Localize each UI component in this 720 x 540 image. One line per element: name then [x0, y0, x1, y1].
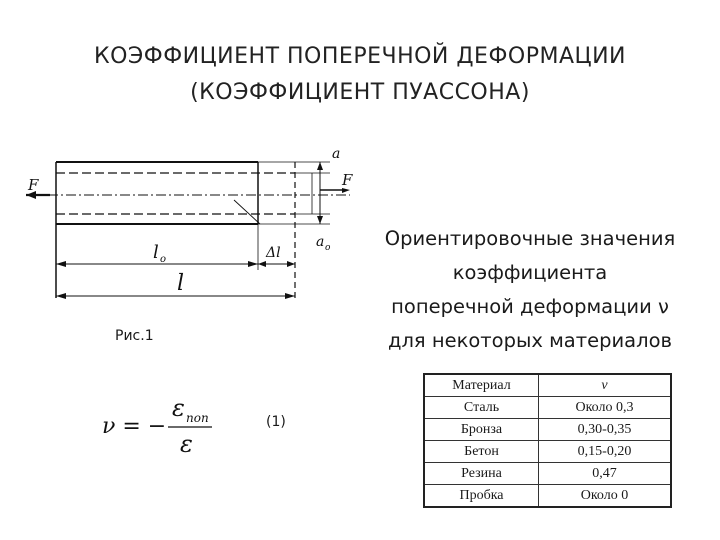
title-line-2: (КОЭФФИЦИЕНТ ПУАССОНА) [190, 80, 530, 105]
label-force-right: F [342, 171, 353, 189]
cell-material: Бронза [424, 419, 539, 441]
label-force-left: F [28, 176, 39, 194]
note-line-4: для некоторых материалов [387, 329, 673, 352]
cell-material: Сталь [424, 397, 539, 419]
label-a: a [332, 146, 341, 162]
cell-material: Резина [424, 463, 539, 485]
cell-value: 0,30-0,35 [539, 419, 672, 441]
label-l: l [177, 271, 185, 296]
note-line-3: поперечной деформации ν [391, 295, 669, 318]
formula-denominator: ε [180, 430, 193, 458]
header-nu: ν [539, 374, 672, 397]
materials-table [423, 373, 672, 508]
label-l0: l [153, 242, 159, 263]
cell-value: 0,47 [539, 463, 672, 485]
table-header-row [424, 374, 671, 397]
materials-note [350, 222, 710, 358]
label-a0: a [316, 234, 325, 250]
formula-numerator: ε [172, 394, 185, 422]
formula-lhs: ν = − [102, 414, 167, 439]
poisson-formula [100, 388, 230, 468]
cell-value: 0,15-0,20 [539, 441, 672, 463]
label-a0-sub: o [325, 243, 331, 253]
note-line-1: Ориентировочные значения [384, 227, 676, 250]
cell-value: Около 0,3 [539, 397, 672, 419]
cell-material: Бетон [424, 441, 539, 463]
cell-material: Пробка [424, 485, 539, 508]
bar-tension-figure [20, 140, 353, 310]
header-material: Материал [424, 374, 539, 397]
table-row [424, 397, 671, 419]
table-row [424, 463, 671, 485]
table-row [424, 441, 671, 463]
note-line-2: коэффициента [452, 261, 608, 284]
equation-number: (1) [266, 414, 286, 430]
figure-caption: Рис.1 [115, 328, 154, 344]
title-line-1: КОЭФФИЦИЕНТ ПОПЕРЕЧНОЙ ДЕФОРМАЦИИ [93, 44, 627, 69]
label-l0-sub: o [160, 254, 167, 265]
table-row [424, 419, 671, 441]
formula-numerator-sub: поп [186, 411, 209, 425]
cell-value: Около 0 [539, 485, 672, 508]
table-row [424, 485, 671, 508]
label-delta-l: Δl [266, 245, 281, 261]
